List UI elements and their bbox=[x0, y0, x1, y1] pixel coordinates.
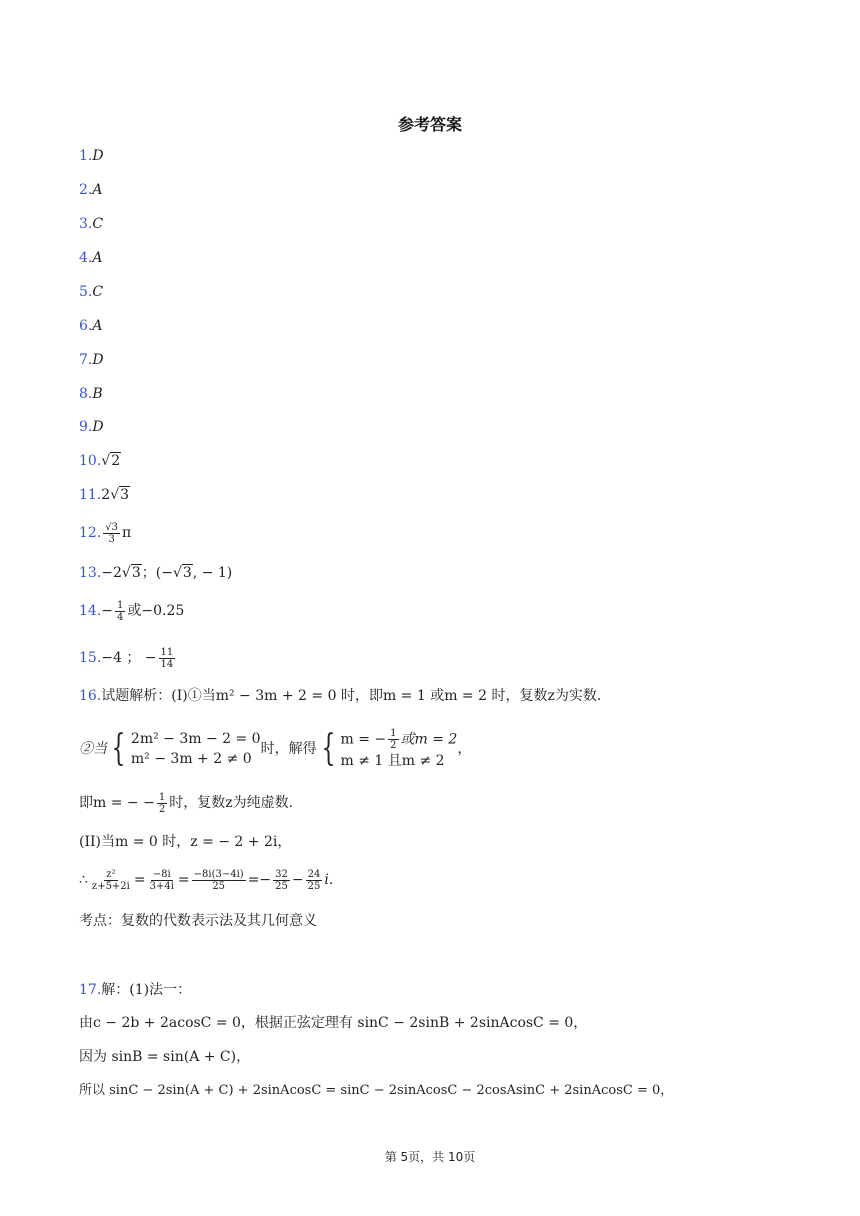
equation-system-1: { 2m² − 3m − 2 = 0 m² − 3m + 2 ≠ 0 bbox=[111, 728, 261, 769]
answer-16-line4: (II)当m = 0 时，z = − 2 + 2i， bbox=[79, 834, 292, 850]
answer-8: 8.B bbox=[79, 386, 103, 402]
answer-16-line3: 即m = − − $\frac{1}{2}$ 时，复数z为纯虚数. bbox=[79, 791, 294, 815]
answer-4: 4.A bbox=[79, 250, 103, 266]
answer-7: 7.D bbox=[79, 352, 104, 368]
answer-16-line2: ②当 { 2m² − 3m − 2 = 0 m² − 3m + 2 ≠ 0 时，解得 { m = − $\frac{1}{2}$ 或m = 2 m ≠ 1 且m ≠ 2 ， bbox=[79, 727, 472, 769]
answer-17-line3: 因为 sinB = sin(A + C)， bbox=[79, 1049, 251, 1065]
answer-3: 3.C bbox=[79, 216, 104, 232]
page-title: 参考答案 bbox=[397, 115, 462, 134]
answer-11: 11.2√3 bbox=[79, 487, 130, 503]
answer-9: 9.D bbox=[79, 419, 104, 435]
answer-10: 10.√2 bbox=[79, 453, 121, 469]
answer-14: 14.− $\frac{1}{4}$ 或−0.25 bbox=[79, 599, 185, 623]
answer-1: 1.D bbox=[79, 148, 104, 164]
answer-2: 2.A bbox=[79, 182, 103, 198]
answer-17-line1: 17.解：(1)法一： bbox=[79, 982, 192, 998]
answer-12: 12. $\frac{√3}{3}$ π bbox=[79, 521, 132, 545]
answer-6: 6.A bbox=[79, 318, 103, 334]
answer-13: 13.−2√3；(−√3, − 1) bbox=[79, 565, 233, 581]
answer-15: 15.−4 ； − $\frac{11}{14}$ bbox=[79, 646, 174, 670]
answer-5: 5.C bbox=[79, 284, 104, 300]
answer-17-line2: 由c − 2b + 2acosC = 0，根据正弦定理有 sinC − 2sinB + 2sinAcosC = 0， bbox=[79, 1015, 588, 1031]
page-footer: 第 5页，共 10页 bbox=[384, 1150, 476, 1164]
answer-17-line4: 所以 sinC − 2sin(A + C) + 2sinAcosC = sinC − 2sinAcosC − 2cosAsinC + 2sinAcosC = 0， bbox=[79, 1083, 674, 1098]
answer-16-line6: 考点：复数的代数表示法及其几何意义 bbox=[79, 913, 317, 929]
equation-system-2: { m = − $\frac{1}{2}$ 或m = 2 m ≠ 1 且m ≠ 2 bbox=[321, 727, 458, 769]
answer-16-line1: 16.试题解析：(I)①当m² − 3m + 2 = 0 时，即m = 1 或m = 2 时，复数z为实数. bbox=[79, 688, 602, 704]
answer-16-line5: ∴ $\frac{\text{z²}}{z+5+2i}$ = $\frac{-8i}{3+4i}$ = $\frac{-8i(3-4i)}{25}$ =− $\frac{32}{25}$ − $\frac{24}{25}$ i. bbox=[79, 868, 334, 892]
